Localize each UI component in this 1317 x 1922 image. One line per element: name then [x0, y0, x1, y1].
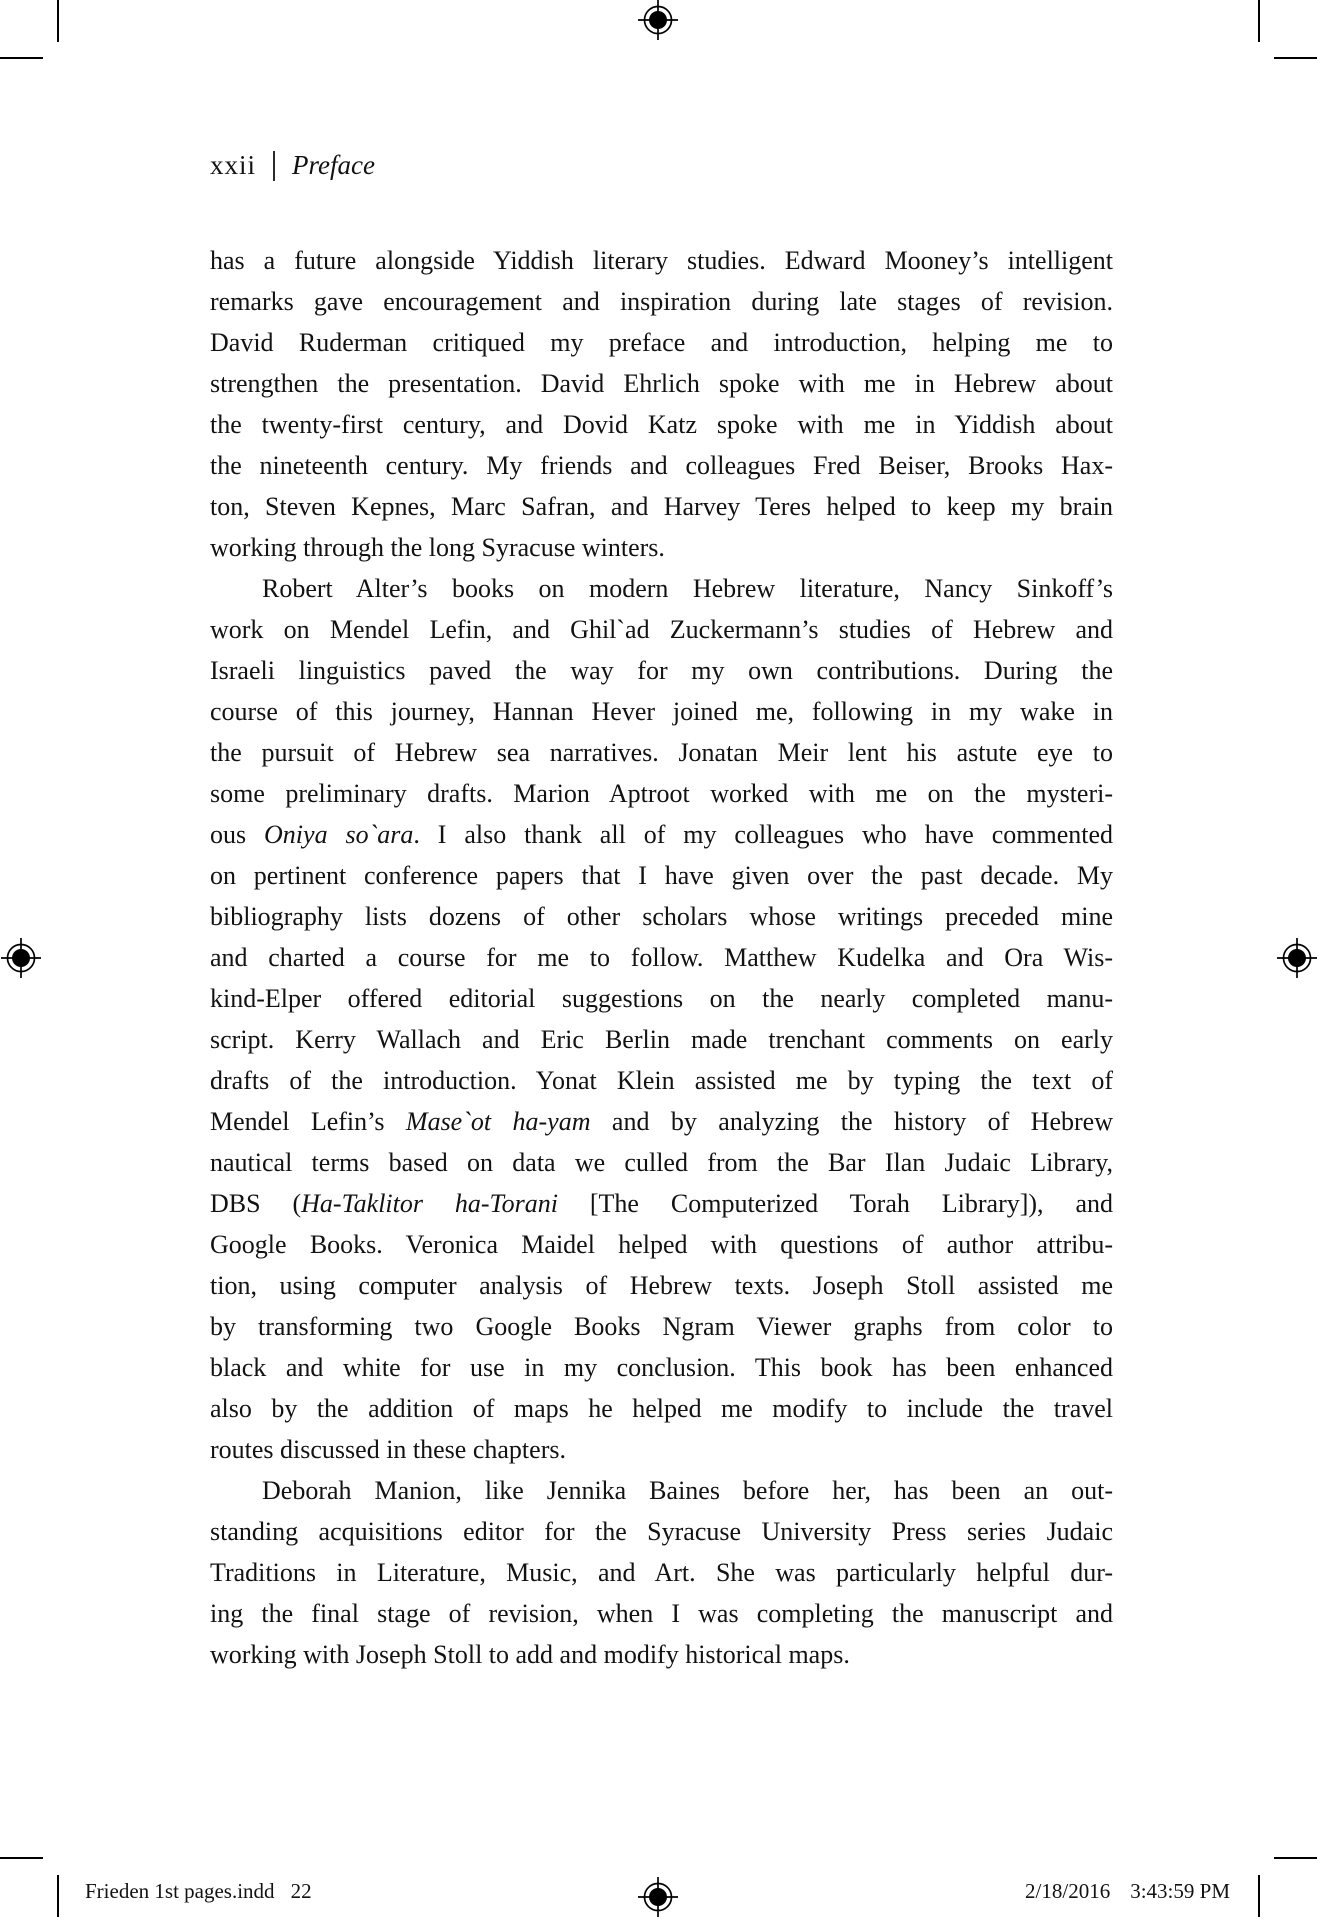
crop-mark-top-left-vertical: [57, 0, 59, 42]
text-line: ton, Steven Kepnes, Marc Safran, and Harvey Teres helped to keep my brain: [210, 492, 1113, 521]
page-number: xxii: [210, 150, 257, 180]
text-line: black and white for use in my conclusion. This book has been enhanced: [210, 1353, 1113, 1382]
text-line: Israeli linguistics paved the way for my own contributions. During the: [210, 656, 1113, 685]
crop-mark-top-right-horizontal: [1274, 57, 1317, 59]
text-line: DBS (Ha-Taklitor ha-Torani [The Computerized Torah Library]), and: [210, 1189, 1113, 1218]
text-line: ous Oniya so`ara. I also thank all of my colleagues who have commented: [210, 820, 1113, 849]
crop-mark-bottom-left-vertical: [57, 1875, 59, 1917]
crosshair-target-icon: [638, 1877, 678, 1917]
crosshair-target-icon: [1, 938, 41, 978]
text-line: by transforming two Google Books Ngram Viewer graphs from color to: [210, 1312, 1113, 1341]
crop-mark-bottom-right-vertical: [1258, 1875, 1260, 1917]
footer-filename: Frieden 1st pages.indd: [85, 1879, 275, 1903]
text-line: also by the addition of maps he helped me modify to include the travel: [210, 1394, 1113, 1423]
page-header: [210, 150, 375, 181]
text-line: the nineteenth century. My friends and colleagues Fred Beiser, Brooks Hax-: [210, 451, 1113, 480]
crop-mark-top-left-horizontal: [0, 57, 43, 59]
text-line: ing the final stage of revision, when I was completing the manuscript and: [210, 1599, 1113, 1628]
header-title: Preface: [292, 150, 375, 180]
body-text: [210, 240, 1113, 1675]
text-line: working through the long Syracuse winters.: [210, 533, 665, 562]
footer-sheet-number: 22: [290, 1879, 312, 1903]
text-line: script. Kerry Wallach and Eric Berlin made trenchant comments on early: [210, 1025, 1113, 1054]
text-line: some preliminary drafts. Marion Aptroot worked with me on the mysteri-: [210, 779, 1113, 808]
text-line: and charted a course for me to follow. Matthew Kudelka and Ora Wis-: [210, 943, 1113, 972]
text-line: the twenty-first century, and Dovid Katz spoke with me in Yiddish about: [210, 410, 1113, 439]
crosshair-target-icon: [1277, 938, 1317, 978]
text-line: kind-Elper offered editorial suggestions on the nearly completed manu-: [210, 984, 1113, 1013]
text-line: Traditions in Literature, Music, and Art. She was particularly helpful dur-: [210, 1558, 1113, 1587]
text-line: remarks gave encouragement and inspiration during late stages of revision.: [210, 287, 1113, 316]
crop-mark-top-right-vertical: [1258, 0, 1260, 42]
crosshair-target-icon: [638, 0, 678, 40]
text-line: strengthen the presentation. David Ehrlich spoke with me in Hebrew about: [210, 369, 1113, 398]
text-line: work on Mendel Lefin, and Ghil`ad Zuckermann’s studies of Hebrew and: [210, 615, 1113, 644]
registration-mark-bottom-center: [638, 1877, 678, 1917]
text-line: Mendel Lefin’s Mase`ot ha-yam and by analyzing the history of Hebrew: [210, 1107, 1113, 1136]
text-line: working with Joseph Stoll to add and modify historical maps.: [210, 1640, 850, 1669]
text-line: David Ruderman critiqued my preface and introduction, helping me to: [210, 328, 1113, 357]
registration-mark-top-center: [638, 0, 678, 40]
text-line: drafts of the introduction. Yonat Klein assisted me by typing the text of: [210, 1066, 1113, 1095]
footer-time: 3:43:59 PM: [1130, 1879, 1230, 1903]
text-line: standing acquisitions editor for the Syracuse University Press series Judaic: [210, 1517, 1113, 1546]
text-line: has a future alongside Yiddish literary studies. Edward Mooney’s intelligent: [210, 246, 1113, 275]
footer-date: 2/18/2016: [1025, 1879, 1111, 1903]
crop-mark-bottom-right-horizontal: [1274, 1857, 1317, 1859]
text-line: Google Books. Veronica Maidel helped with questions of author attribu-: [210, 1230, 1113, 1259]
registration-mark-left-middle: [1, 938, 41, 978]
text-line: the pursuit of Hebrew sea narratives. Jonatan Meir lent his astute eye to: [210, 738, 1113, 767]
text-line: on pertinent conference papers that I have given over the past decade. My: [210, 861, 1113, 890]
text-line: bibliography lists dozens of other scholars whose writings preceded mine: [210, 902, 1113, 931]
text-line: course of this journey, Hannan Hever joined me, following in my wake in: [210, 697, 1113, 726]
registration-mark-right-middle: [1277, 938, 1317, 978]
text-line: Deborah Manion, like Jennika Baines before her, has been an out-: [262, 1476, 1113, 1505]
page-footer-left: [85, 1879, 312, 1904]
text-line: Robert Alter’s books on modern Hebrew literature, Nancy Sinkoff’s: [262, 574, 1113, 603]
text-line: tion, using computer analysis of Hebrew texts. Joseph Stoll assisted me: [210, 1271, 1113, 1300]
text-line: routes discussed in these chapters.: [210, 1435, 566, 1464]
header-separator: [273, 151, 275, 181]
crop-mark-bottom-left-horizontal: [0, 1857, 43, 1859]
page-footer-right: [1025, 1879, 1230, 1904]
text-line: nautical terms based on data we culled from the Bar Ilan Judaic Library,: [210, 1148, 1113, 1177]
